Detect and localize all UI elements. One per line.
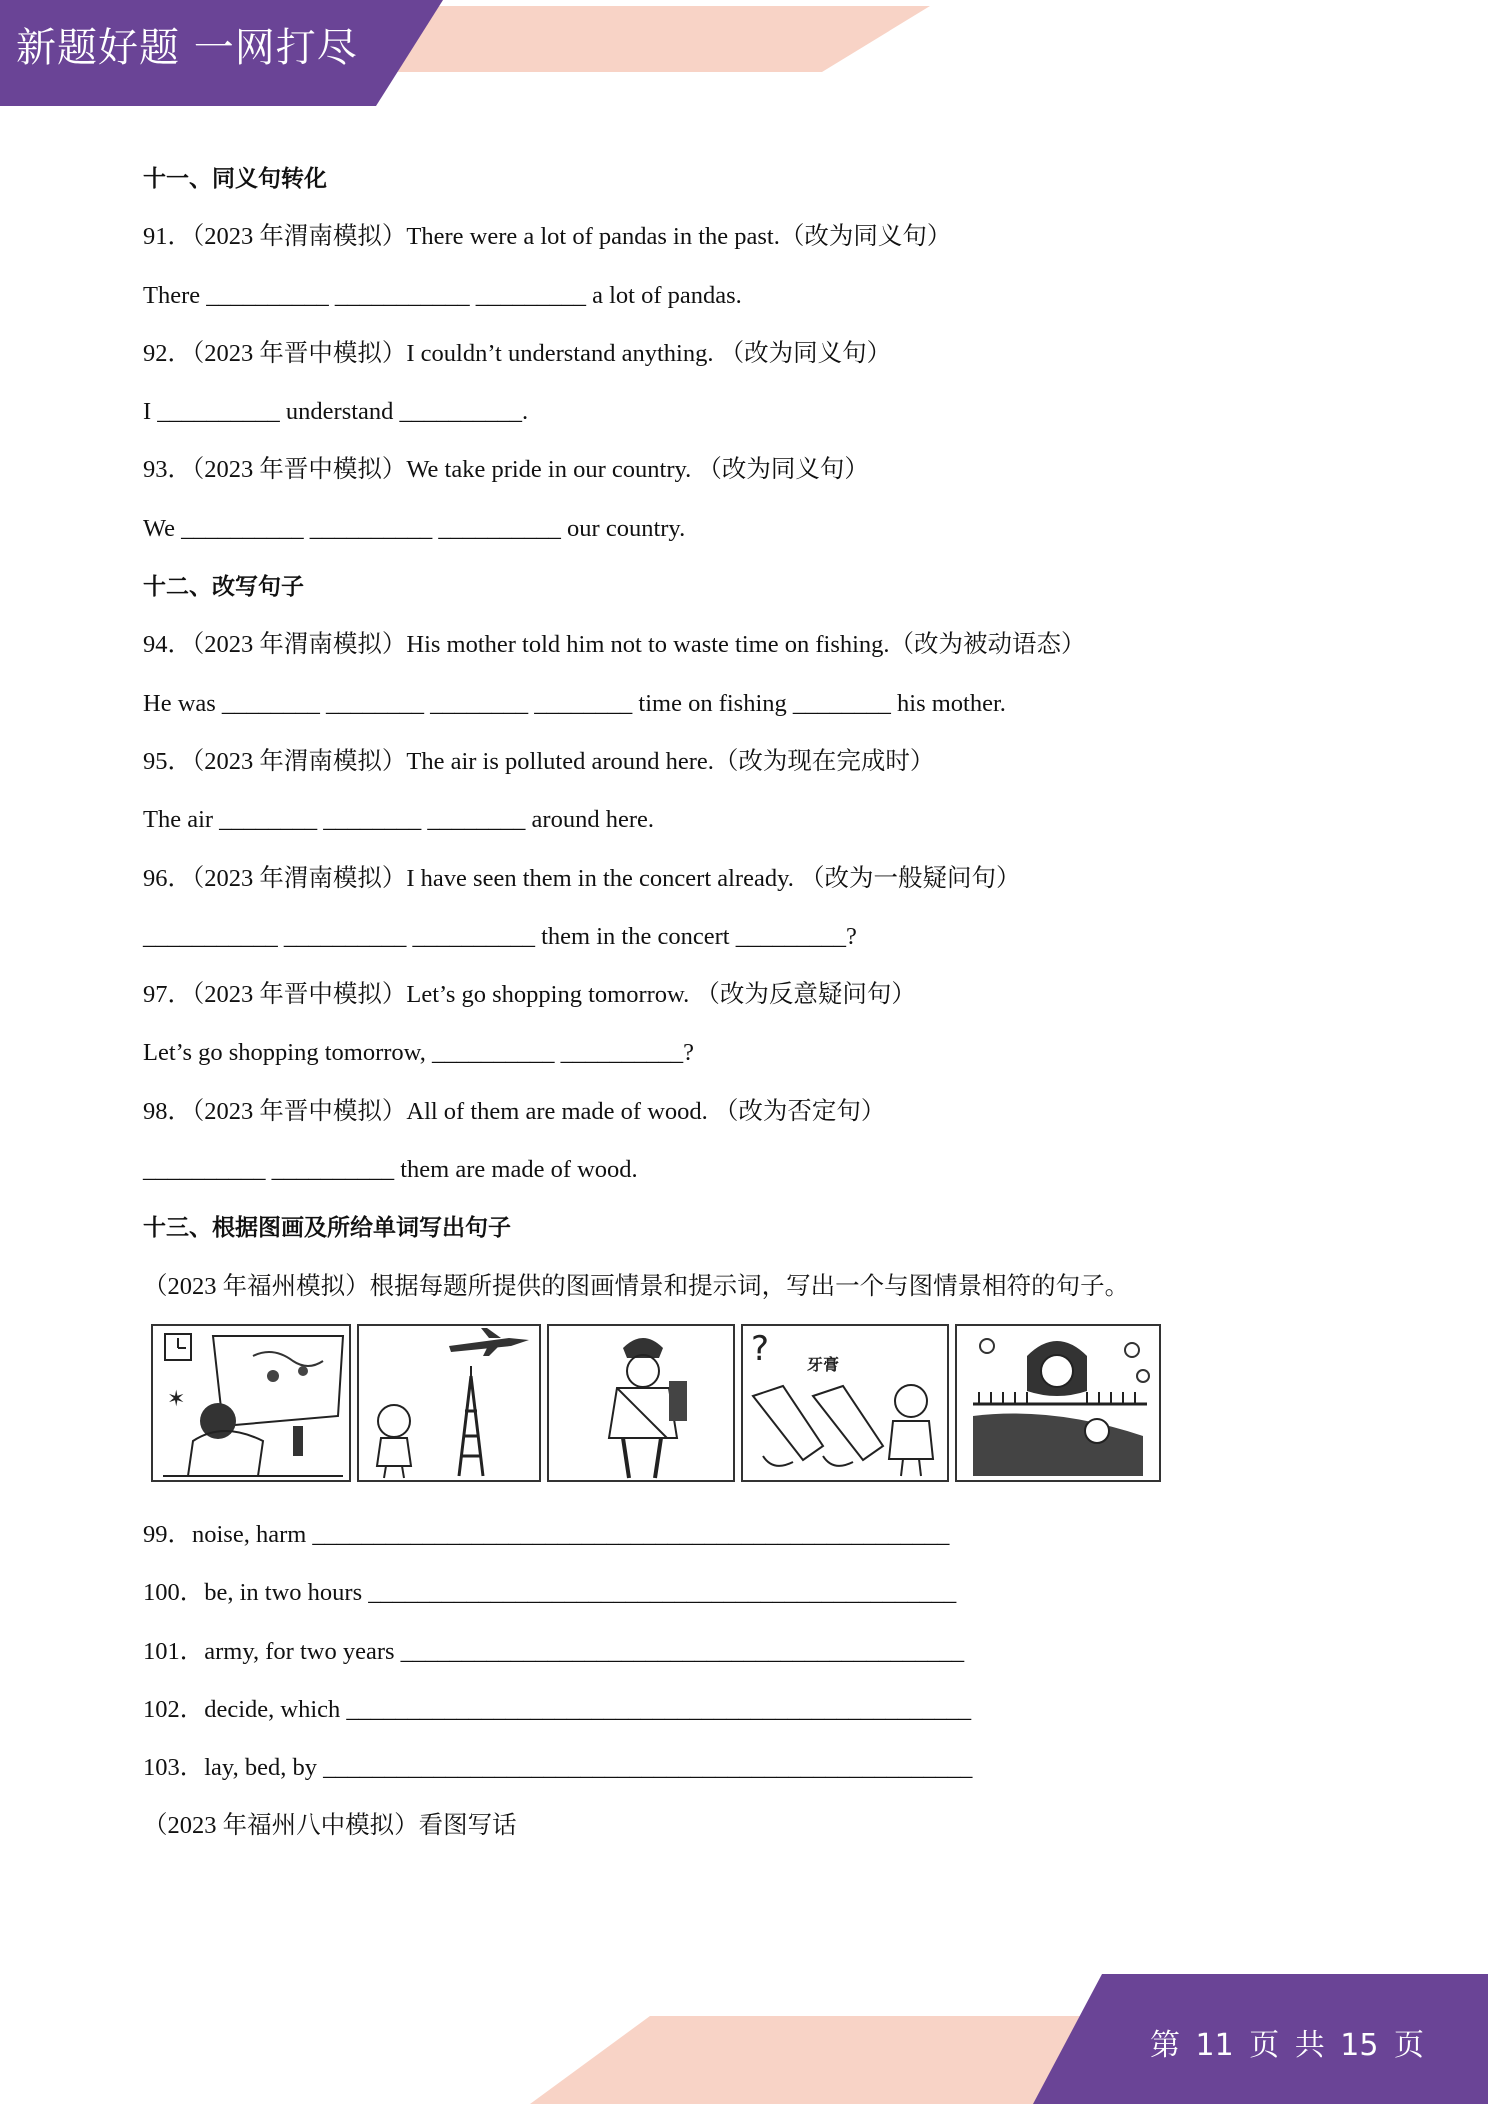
svg-text:✶: ✶ bbox=[167, 1386, 186, 1412]
answer-line: There __________ ___________ _________ a lot of pandas. bbox=[143, 281, 742, 309]
answer-line: Let’s go shopping tomorrow, __________ __________? bbox=[143, 1039, 694, 1067]
writing-item: 101．army, for two years ______________________________________________ bbox=[143, 1637, 965, 1665]
question-line: 96．（2023 年渭南模拟）I have seen them in the concert already. （改为一般疑问句） bbox=[143, 864, 1021, 892]
answer-line: We __________ __________ __________ our country. bbox=[143, 514, 686, 542]
instructions: （2023 年福州模拟）根据每题所提供的图画情景和提示词，写出一个与图情景相符的句子。 bbox=[143, 1272, 1130, 1300]
section-13 bbox=[143, 1199, 1363, 1855]
question-line: 92．（2023 年晋中模拟）I couldn’t understand anything. （改为同义句） bbox=[143, 339, 892, 367]
question-line: 94．（2023 年渭南模拟）His mother told him not to waste time on fishing.（改为被动语态） bbox=[143, 631, 1086, 659]
question-line: 93．（2023 年晋中模拟）We take pride in our country. （改为同义句） bbox=[143, 456, 869, 484]
question-line: 91．（2023 年渭南模拟）There were a lot of pandas in the past.（改为同义句） bbox=[143, 223, 952, 251]
question-line: 98．（2023 年晋中模拟）All of them are made of wood. （改为否定句） bbox=[143, 1097, 886, 1125]
header-title: 新题好题 一网打尽 bbox=[16, 25, 358, 71]
picture-toothpaste bbox=[741, 1324, 949, 1482]
section-heading: 十一、同义句转化 bbox=[143, 165, 327, 192]
answer-line: __________ __________ them are made of wood. bbox=[143, 1156, 638, 1184]
page-number: 第 11 页 共 15 页 bbox=[1149, 2028, 1424, 2063]
picture-soldier bbox=[547, 1324, 735, 1482]
answer-line: He was ________ ________ ________ ________ time on fishing ________ his mother. bbox=[143, 689, 1006, 717]
question-line: 95．（2023 年渭南模拟）The air is polluted around here.（改为现在完成时） bbox=[143, 747, 935, 775]
section-heading: 十三、根据图画及所给单词写出句子 bbox=[143, 1214, 511, 1242]
section-heading: 十二、改写句子 bbox=[143, 573, 304, 601]
writing-item: 103．lay, bed, by _____________________________________________________ bbox=[143, 1754, 973, 1782]
picture-label: 牙膏 bbox=[807, 1354, 840, 1374]
answer-line: The air ________ ________ ________ around here. bbox=[143, 806, 654, 834]
picture-strip bbox=[151, 1324, 1363, 1500]
footer-banner bbox=[0, 1974, 1488, 2104]
worksheet-content bbox=[143, 150, 1363, 1856]
closing-instruction: （2023 年福州八中模拟）看图写话 bbox=[143, 1812, 517, 1840]
picture-noise bbox=[151, 1324, 351, 1482]
question-line: 97．（2023 年晋中模拟）Let’s go shopping tomorrow. （改为反意疑问句） bbox=[143, 981, 916, 1009]
svg-text:?: ? bbox=[751, 1328, 770, 1369]
answer-line: I __________ understand __________. bbox=[143, 398, 529, 426]
answer-line: ___________ __________ __________ them in the concert _________? bbox=[143, 922, 857, 950]
picture-bed bbox=[955, 1324, 1161, 1482]
section-11 bbox=[143, 150, 1363, 558]
header-banner bbox=[0, 0, 940, 108]
writing-item: 99．noise, harm ____________________________________________________ bbox=[143, 1520, 950, 1548]
writing-item: 100．be, in two hours ________________________________________________ bbox=[143, 1579, 957, 1607]
picture-travel bbox=[357, 1324, 541, 1482]
writing-item: 102．decide, which ___________________________________________________ bbox=[143, 1695, 972, 1723]
section-12 bbox=[143, 558, 1363, 1199]
